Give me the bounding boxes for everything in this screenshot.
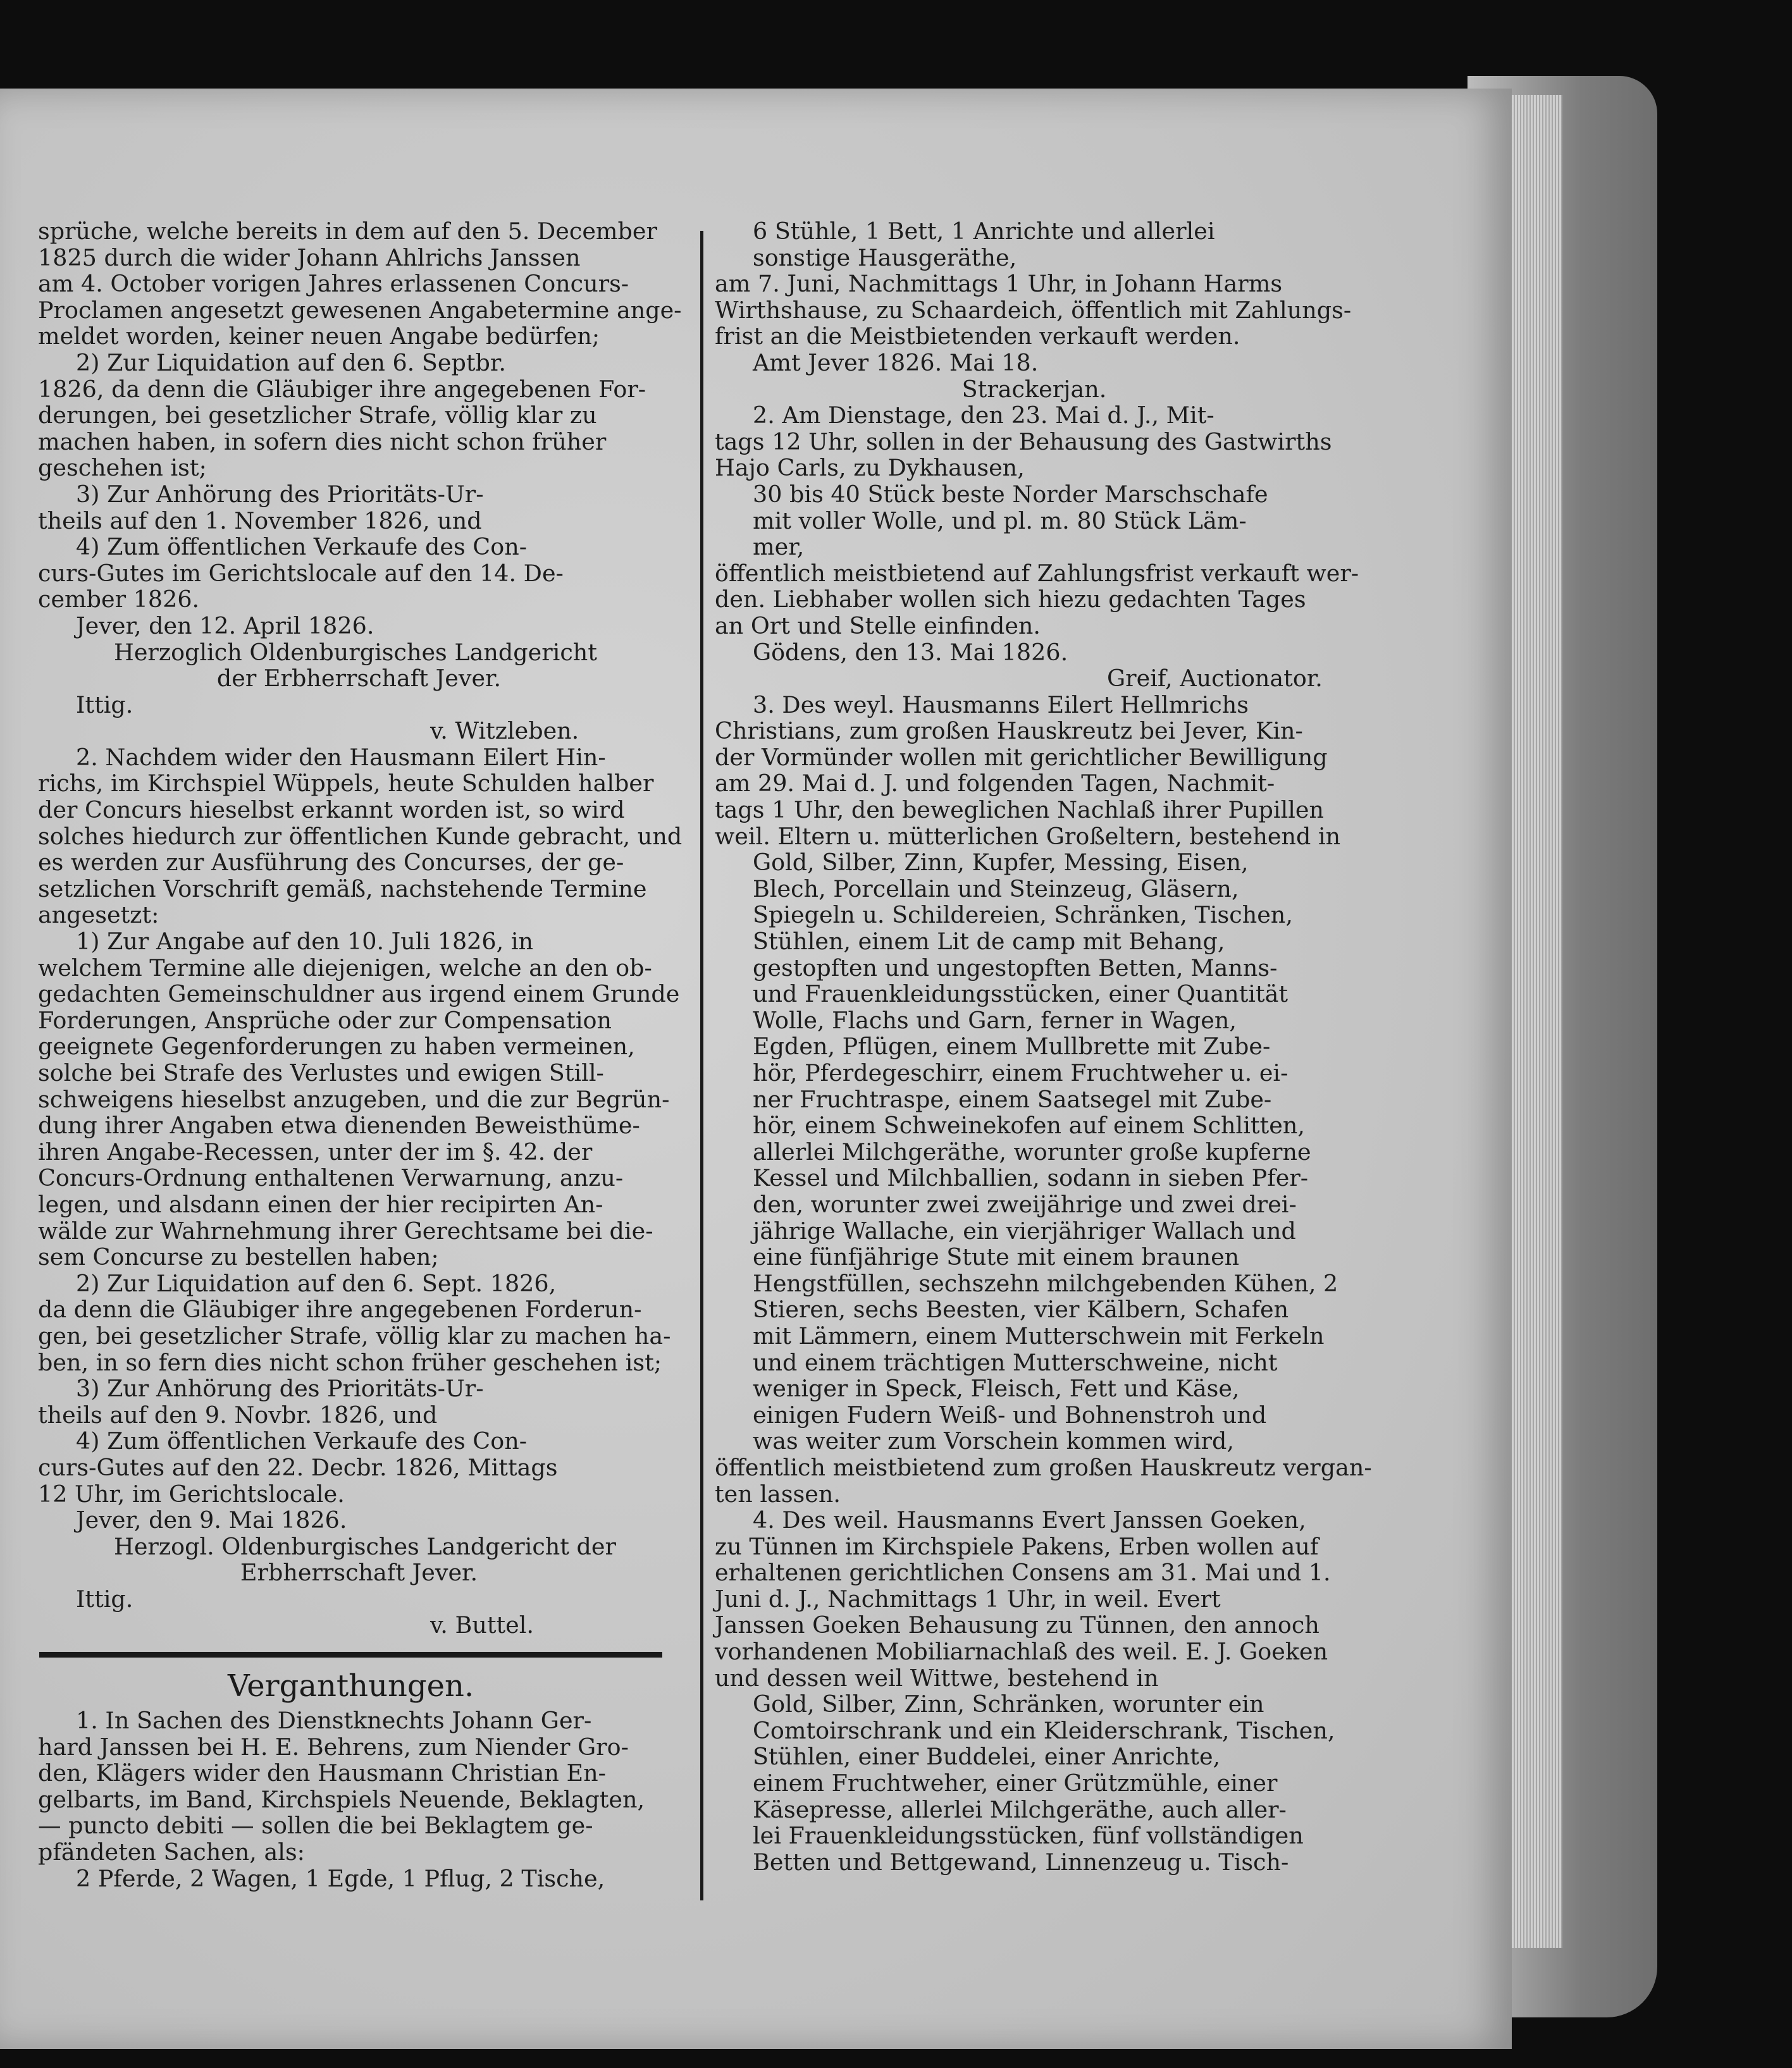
text-line: welchem Termine alle diejenigen, welche an den ob- <box>38 954 652 982</box>
text-line: sprüche, welche bereits in dem auf den 5. December <box>38 218 657 245</box>
text-line: tags 12 Uhr, sollen in der Behausung des Gastwirths <box>715 428 1332 455</box>
text-line: Herzogl. Oldenburgisches Landgericht der <box>114 1532 616 1560</box>
text-line: Greif, Auctionator. <box>1107 665 1323 692</box>
text-line: am 7. Juni, Nachmittags 1 Uhr, in Johann Harms <box>715 270 1283 298</box>
text-line: tags 1 Uhr, den beweglichen Nachlaß ihrer Pupillen <box>715 796 1325 824</box>
text-line: gedachten Gemeinschuldner aus irgend einem Grunde <box>38 980 680 1008</box>
text-line: 1825 durch die wider Johann Ahlrichs Janssen <box>38 243 581 271</box>
text-line: gelbarts, im Band, Kirchspiels Neuende, Beklagten, <box>38 1785 645 1813</box>
text-line: Juni d. J., Nachmittags 1 Uhr, in weil. Evert <box>715 1585 1221 1613</box>
text-line: Wolle, Flachs und Garn, ferner in Wagen, <box>753 1006 1237 1034</box>
text-line: solches hiedurch zur öffentlichen Kunde gebracht, und <box>38 822 683 850</box>
text-line: Janssen Goeken Behausung zu Tünnen, den annoch <box>715 1611 1319 1639</box>
text-line: am 29. Mai d. J. und folgenden Tagen, Nachmit- <box>715 770 1275 797</box>
text-line: Hengstfüllen, sechszehn milchgebenden Kühen, 2 <box>753 1269 1338 1297</box>
text-line: 1) Zur Angabe auf den 10. Juli 1826, in <box>76 928 534 956</box>
text-line: machen haben, in sofern dies nicht schon früher <box>38 428 607 455</box>
text-line: meldet worden, keiner neuen Angabe bedürfen; <box>38 323 600 350</box>
text-line: Jever, den 12. April 1826. <box>76 612 374 639</box>
right-column <box>715 218 1372 1876</box>
text-line: theils auf den 9. Novbr. 1826, und <box>38 1401 438 1429</box>
text-line: Egden, Pflügen, einem Mullbrette mit Zube- <box>753 1033 1271 1061</box>
text-line: hör, Pferdegeschirr, einem Fruchtweher u. ei- <box>753 1059 1288 1086</box>
text-line: legen, und alsdann einen der hier recipirten An- <box>38 1190 603 1218</box>
text-line: den, Klägers wider den Hausmann Christian En- <box>38 1759 606 1787</box>
text-line: Proclamen angesetzt gewesenen Angabetermine ange- <box>38 296 682 324</box>
text-line: sem Concurse zu bestellen haben; <box>38 1243 439 1271</box>
text-line: Gold, Silber, Zinn, Kupfer, Messing, Eisen, <box>753 849 1249 877</box>
text-line: ben, in so fern dies nicht schon früher geschehen ist; <box>38 1348 662 1376</box>
text-line: wälde zur Wahrnehmung ihrer Gerechtsame bei die- <box>38 1217 653 1245</box>
text-line: derungen, bei gesetzlicher Strafe, völlig klar zu <box>38 402 597 429</box>
text-line: mer, <box>753 533 805 561</box>
text-line: 30 bis 40 Stück beste Norder Marschschafe <box>753 480 1268 508</box>
text-line: geschehen ist; <box>38 454 207 482</box>
text-line: der Erbherrschaft Jever. <box>216 665 502 692</box>
text-line: an Ort und Stelle einfinden. <box>715 612 1041 639</box>
text-line: Forderungen, Ansprüche oder zur Compensation <box>38 1006 612 1034</box>
text-line: was weiter zum Vorschein kommen wird, <box>753 1427 1234 1455</box>
text-line: Ittig. <box>76 1585 133 1613</box>
text-line: mit Lämmern, einem Mutterschwein mit Ferkeln <box>753 1322 1325 1350</box>
text-line: 3. Des weyl. Hausmanns Eilert Hellmrichs <box>753 691 1249 718</box>
text-line: 3) Zur Anhörung des Prioritäts-Ur- <box>76 480 484 508</box>
text-line: curs-Gutes auf den 22. Decbr. 1826, Mittags <box>38 1453 558 1481</box>
text-line: Erbherrschaft Jever. <box>240 1559 478 1587</box>
text-line: mit voller Wolle, und pl. m. 80 Stück Läm- <box>753 507 1247 534</box>
text-line: 1826, da denn die Gläubiger ihre angegebenen For- <box>38 375 646 403</box>
text-line: 1. In Sachen des Dienstknechts Johann Ger- <box>76 1707 592 1734</box>
text-line: gestopften und ungestopften Betten, Manns- <box>753 954 1278 982</box>
text-line: 2) Zur Liquidation auf den 6. Sept. 1826, <box>76 1269 557 1297</box>
text-line: theils auf den 1. November 1826, und <box>38 507 482 534</box>
text-line: zu Tünnen im Kirchspiele Pakens, Erben wollen auf <box>715 1532 1319 1560</box>
text-line: 4. Des weil. Hausmanns Evert Janssen Goeken, <box>753 1506 1306 1534</box>
left-column <box>38 218 683 1639</box>
text-line: ten lassen. <box>715 1480 841 1508</box>
text-line: weniger in Speck, Fleisch, Fett und Käse, <box>753 1375 1240 1403</box>
text-line: einigen Fudern Weiß- und Bohnenstroh und <box>753 1401 1267 1429</box>
text-line: Ittig. <box>76 691 133 718</box>
text-line: lei Frauenkleidungsstücken, fünf vollständigen <box>753 1822 1304 1850</box>
text-line: schweigens hieselbst anzugeben, und die zur Begrün- <box>38 1085 670 1113</box>
text-line: öffentlich meistbietend auf Zahlungsfrist verkauft wer- <box>715 559 1359 587</box>
text-line: erhaltenen gerichtlichen Consens am 31. Mai und 1. <box>715 1559 1331 1587</box>
text-line: Betten und Bettgewand, Linnenzeug u. Tisch- <box>753 1848 1289 1876</box>
text-line: und Frauenkleidungsstücken, einer Quantität <box>753 980 1288 1008</box>
left-column-bottom <box>38 1708 680 1892</box>
text-line: Jever, den 9. Mai 1826. <box>76 1506 347 1534</box>
text-line: setzlichen Vorschrift gemäß, nachstehende Termine <box>38 875 647 902</box>
text-line: Gödens, den 13. Mai 1826. <box>753 638 1068 666</box>
text-line: hard Janssen bei H. E. Behrens, zum Niender Gro- <box>38 1733 629 1761</box>
text-line: Stühlen, einem Lit de camp mit Behang, <box>753 928 1225 956</box>
text-line: angesetzt: <box>38 901 159 929</box>
text-line: öffentlich meistbietend zum großen Hauskreutz vergan- <box>715 1453 1372 1481</box>
text-line: Gold, Silber, Zinn, Schränken, worunter ein <box>753 1690 1264 1718</box>
text-line: der Concurs hieselbst erkannt worden ist, so wird <box>38 796 625 824</box>
text-line: den. Liebhaber wollen sich hiezu gedachten Tages <box>715 586 1306 613</box>
text-line: einem Fruchtweher, einer Grützmühle, einer <box>753 1769 1278 1797</box>
text-line: 4) Zum öffentlichen Verkaufe des Con- <box>76 533 528 561</box>
text-line: Wirthshause, zu Schaardeich, öffentlich mit Zahlungs- <box>715 296 1352 324</box>
text-line: Käsepresse, allerlei Milchgeräthe, auch aller- <box>753 1795 1287 1823</box>
text-line: eine fünfjährige Stute mit einem braunen <box>753 1243 1240 1271</box>
column-divider <box>700 231 703 1900</box>
text-line: und einem trächtigen Mutterschweine, nicht <box>753 1348 1278 1376</box>
text-line: jährige Wallache, ein vierjähriger Wallach und <box>753 1217 1296 1245</box>
text-line: allerlei Milchgeräthe, worunter große kupferne <box>753 1138 1311 1166</box>
text-line: den, worunter zwei zweijährige und zwei drei- <box>753 1190 1297 1218</box>
text-line: 2 Pferde, 2 Wagen, 1 Egde, 1 Pflug, 2 Tische, <box>76 1864 605 1892</box>
text-line: da denn die Gläubiger ihre angegebenen Forderun- <box>38 1296 642 1324</box>
text-line: hör, einem Schweinekofen auf einem Schlitten, <box>753 1112 1305 1140</box>
text-line: am 4. October vorigen Jahres erlassenen Concurs- <box>38 270 629 298</box>
text-line: 2. Nachdem wider den Hausmann Eilert Hin- <box>76 743 606 771</box>
text-line: Strackerjan. <box>961 375 1107 403</box>
text-line: dung ihrer Angaben etwa dienenden Beweisthüme- <box>38 1112 640 1140</box>
text-line: pfändeten Sachen, als: <box>38 1838 305 1866</box>
text-line: cember 1826. <box>38 586 200 613</box>
text-line: Kessel und Milchballien, sodann in sieben Pfer- <box>753 1164 1309 1192</box>
text-line: es werden zur Ausführung des Concurses, der ge- <box>38 849 624 877</box>
text-line: 3) Zur Anhörung des Prioritäts-Ur- <box>76 1375 484 1403</box>
text-line: weil. Eltern u. mütterlichen Großeltern, bestehend in <box>715 822 1341 850</box>
section-heading: Verganthungen. <box>228 1668 474 1704</box>
text-line: Hajo Carls, zu Dykhausen, <box>715 454 1025 482</box>
text-line: Blech, Porcellain und Steinzeug, Gläsern, <box>753 875 1239 902</box>
text-line: geeignete Gegenforderungen zu haben vermeinen, <box>38 1033 635 1061</box>
text-line: richs, im Kirchspiel Wüppels, heute Schulden halber <box>38 770 654 797</box>
text-line: und dessen weil Wittwe, bestehend in <box>715 1664 1159 1692</box>
text-line: Stühlen, einer Buddelei, einer Anrichte, <box>753 1743 1221 1771</box>
text-line: curs-Gutes im Gerichtslocale auf den 14. De- <box>38 559 564 587</box>
text-line: — puncto debiti — sollen die bei Beklagtem ge- <box>38 1812 593 1840</box>
newspaper-page <box>0 89 1512 2049</box>
text-line: 12 Uhr, im Gerichtslocale. <box>38 1480 345 1508</box>
text-line: Comtoirschrank und ein Kleiderschrank, Tischen, <box>753 1716 1335 1744</box>
text-line: Amt Jever 1826. Mai 18. <box>753 348 1039 376</box>
text-line: Christians, zum großen Hauskreutz bei Jever, Kin- <box>715 717 1303 745</box>
text-line: 4) Zum öffentlichen Verkaufe des Con- <box>76 1427 528 1455</box>
text-line: Spiegeln u. Schildereien, Schränken, Tischen, <box>753 901 1293 929</box>
text-line: ihren Angabe-Recessen, unter der im §. 42. der <box>38 1138 593 1166</box>
text-line: Herzoglich Oldenburgisches Landgericht <box>114 638 597 666</box>
text-line: 6 Stühle, 1 Bett, 1 Anrichte und allerlei <box>753 218 1215 245</box>
text-line: v. Buttel. <box>430 1611 535 1639</box>
text-line: v. Witzleben. <box>430 717 579 745</box>
text-line: gen, bei gesetzlicher Strafe, völlig klar zu machen ha- <box>38 1322 671 1350</box>
text-line: Concurs-Ordnung enthaltenen Verwarnung, anzu- <box>38 1164 624 1192</box>
text-line: vorhandenen Mobiliarnachlaß des weil. E. J. Goeken <box>715 1638 1328 1666</box>
text-line: der Vormünder wollen mit gerichtlicher Bewilligung <box>715 743 1328 771</box>
section-rule <box>39 1652 662 1658</box>
text-line: Stieren, sechs Beesten, vier Kälbern, Schafen <box>753 1296 1289 1324</box>
text-line: ner Fruchtraspe, einem Saatsegel mit Zube- <box>753 1085 1272 1113</box>
text-line: 2) Zur Liquidation auf den 6. Septbr. <box>76 348 506 376</box>
text-line: solche bei Strafe des Verlustes und ewigen Still- <box>38 1059 604 1086</box>
text-line: 2. Am Dienstage, den 23. Mai d. J., Mit- <box>753 402 1214 429</box>
text-line: sonstige Hausgeräthe, <box>753 243 1017 271</box>
text-line: frist an die Meistbietenden verkauft werden. <box>715 323 1240 350</box>
